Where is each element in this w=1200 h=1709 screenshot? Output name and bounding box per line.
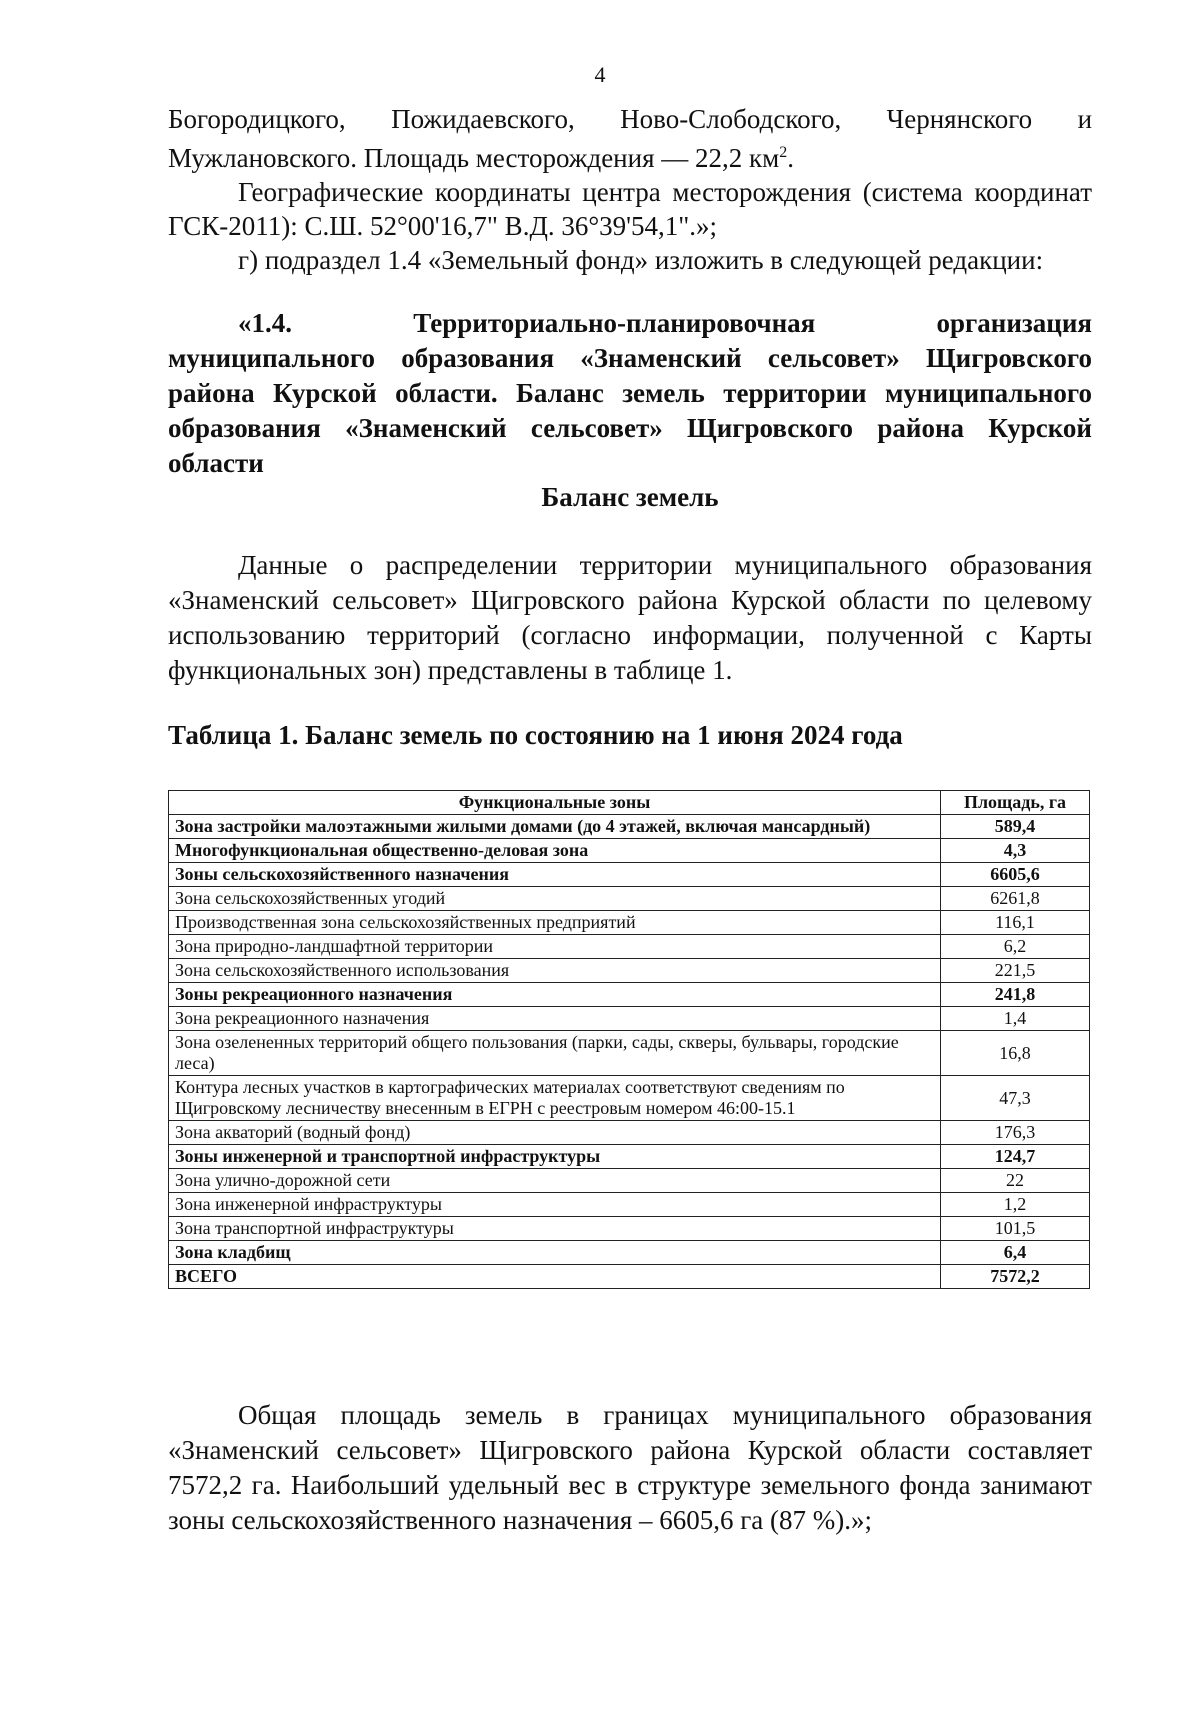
table-row bbox=[169, 911, 1090, 935]
zone-cell: Контура лесных участков в картографических материалах соответствуют сведениям по Щигровскому лесничеству внесенным в ЕГРН с реестровым номером 46:00-15.1 bbox=[169, 1076, 941, 1121]
table-row bbox=[169, 1169, 1090, 1193]
heading-word: Территориально-планировочная bbox=[413, 308, 816, 338]
zone-cell: Зоны инженерной и транспортной инфраструктуры bbox=[169, 1145, 941, 1169]
section-heading bbox=[168, 306, 1092, 481]
intro-word: Чернянского bbox=[886, 104, 1033, 134]
zone-cell: Зона транспортной инфраструктуры bbox=[169, 1217, 941, 1241]
balance-subtitle: Баланс земель bbox=[541, 482, 719, 512]
zone-cell: Зона кладбищ bbox=[169, 1241, 941, 1265]
intro-block bbox=[168, 102, 1092, 277]
intro-line-2 bbox=[168, 136, 1092, 175]
area-cell: 6,2 bbox=[941, 935, 1090, 959]
zone-cell: Зона природно-ландшафтной территории bbox=[169, 935, 941, 959]
area-cell: 6605,6 bbox=[941, 863, 1090, 887]
zone-cell: Многофункциональная общественно-деловая зона bbox=[169, 839, 941, 863]
zone-cell: Зоны сельскохозяйственного назначения bbox=[169, 863, 941, 887]
header-area: Площадь, га bbox=[941, 791, 1090, 815]
table-body bbox=[169, 815, 1090, 1289]
table-row bbox=[169, 1217, 1090, 1241]
deposit-area-text: Мужлановского. Площадь месторождения — 22,2 км bbox=[168, 143, 780, 173]
zone-cell: Зона застройки малоэтажными жилыми домами (до 4 этажей, включая мансардный) bbox=[169, 815, 941, 839]
zone-cell: Зона улично-дорожной сети bbox=[169, 1169, 941, 1193]
area-cell: 22 bbox=[941, 1169, 1090, 1193]
area-cell: 241,8 bbox=[941, 983, 1090, 1007]
area-cell: 1,2 bbox=[941, 1193, 1090, 1217]
intro-word: и bbox=[1077, 104, 1093, 134]
deposit-area-end: . bbox=[787, 143, 794, 173]
area-cell: 1,4 bbox=[941, 1007, 1090, 1031]
table-row bbox=[169, 815, 1090, 839]
area-cell: 221,5 bbox=[941, 959, 1090, 983]
land-balance-table bbox=[168, 790, 1090, 1289]
table-row bbox=[169, 983, 1090, 1007]
deposit-area-unit-sup: 2 bbox=[779, 144, 788, 161]
heading-word: организация bbox=[936, 308, 1092, 338]
intro-word: Ново-Слободского, bbox=[620, 104, 842, 134]
area-cell: 124,7 bbox=[941, 1145, 1090, 1169]
table-row bbox=[169, 959, 1090, 983]
table-row bbox=[169, 1193, 1090, 1217]
conclusion-text: Общая площадь земель в границах муниципального образования «Знаменский сельсовет» Щигровского района Курской области составляет 7572,2 га. Наибольший удельный вес в структуре земельного фонда занимают зоны сельскохозяйственного назначения – 6605,6 га (87 %).»; bbox=[168, 1400, 1092, 1535]
header-zones: Функциональные зоны bbox=[169, 791, 941, 815]
intro-word: Богородицкого, bbox=[168, 104, 346, 134]
area-cell: 16,8 bbox=[941, 1031, 1090, 1076]
table-row bbox=[169, 1007, 1090, 1031]
table-title: Таблица 1. Баланс земель по состоянию на 1 июня 2024 года bbox=[168, 720, 903, 750]
area-cell: 589,4 bbox=[941, 815, 1090, 839]
table-row bbox=[169, 1265, 1090, 1289]
heading-rest: муниципального образования «Знаменский сельсовет» Щигровского района Курской области. Баланс земель территории муниципального образования «Знаменский сельсовет» Щигровского района Курской области bbox=[168, 343, 1092, 478]
area-cell: 101,5 bbox=[941, 1217, 1090, 1241]
zone-cell: Зона сельскохозяйственных угодий bbox=[169, 887, 941, 911]
zone-cell: ВСЕГО bbox=[169, 1265, 941, 1289]
area-cell: 47,3 bbox=[941, 1076, 1090, 1121]
area-cell: 6261,8 bbox=[941, 887, 1090, 911]
heading-line-1 bbox=[168, 306, 1092, 341]
description-block bbox=[168, 548, 1092, 688]
table-row bbox=[169, 1031, 1090, 1076]
heading-word: «1.4. bbox=[238, 308, 292, 338]
table-row bbox=[169, 1121, 1090, 1145]
conclusion-block bbox=[168, 1398, 1092, 1538]
table-row bbox=[169, 863, 1090, 887]
intro-line-1 bbox=[168, 102, 1092, 136]
zone-cell: Зона инженерной инфраструктуры bbox=[169, 1193, 941, 1217]
zone-cell: Зоны рекреационного назначения bbox=[169, 983, 941, 1007]
table-row bbox=[169, 887, 1090, 911]
area-cell: 7572,2 bbox=[941, 1265, 1090, 1289]
table-row bbox=[169, 1241, 1090, 1265]
zone-cell: Производственная зона сельскохозяйственных предприятий bbox=[169, 911, 941, 935]
table-row bbox=[169, 1076, 1090, 1121]
area-cell: 176,3 bbox=[941, 1121, 1090, 1145]
zone-cell: Зона акваторий (водный фонд) bbox=[169, 1121, 941, 1145]
geo-coordinates: Географические координаты центра месторождения (система координат ГСК-2011): С.Ш. 52°00'16,7" В.Д. 36°39'54,1".»; bbox=[168, 177, 1092, 241]
table-row bbox=[169, 935, 1090, 959]
table-row bbox=[169, 839, 1090, 863]
zone-cell: Зона рекреационного назначения bbox=[169, 1007, 941, 1031]
page-number: 4 bbox=[594, 62, 606, 87]
description-text: Данные о распределении территории муниципального образования «Знаменский сельсовет» Щигровского района Курской области по целевому использованию территорий (согласно информации, полученной с Карты функциональных зон) представлены в таблице 1. bbox=[168, 550, 1092, 685]
table-row bbox=[169, 1145, 1090, 1169]
area-cell: 116,1 bbox=[941, 911, 1090, 935]
area-cell: 4,3 bbox=[941, 839, 1090, 863]
subsection-instruction: г) подраздел 1.4 «Земельный фонд» изложить в следующей редакции: bbox=[238, 245, 1044, 275]
zone-cell: Зона сельскохозяйственного использования bbox=[169, 959, 941, 983]
area-cell: 6,4 bbox=[941, 1241, 1090, 1265]
intro-word: Пожидаевского, bbox=[391, 104, 575, 134]
zone-cell: Зона озелененных территорий общего пользования (парки, сады, скверы, бульвары, городские леса) bbox=[169, 1031, 941, 1076]
table-header-row bbox=[169, 791, 1090, 815]
